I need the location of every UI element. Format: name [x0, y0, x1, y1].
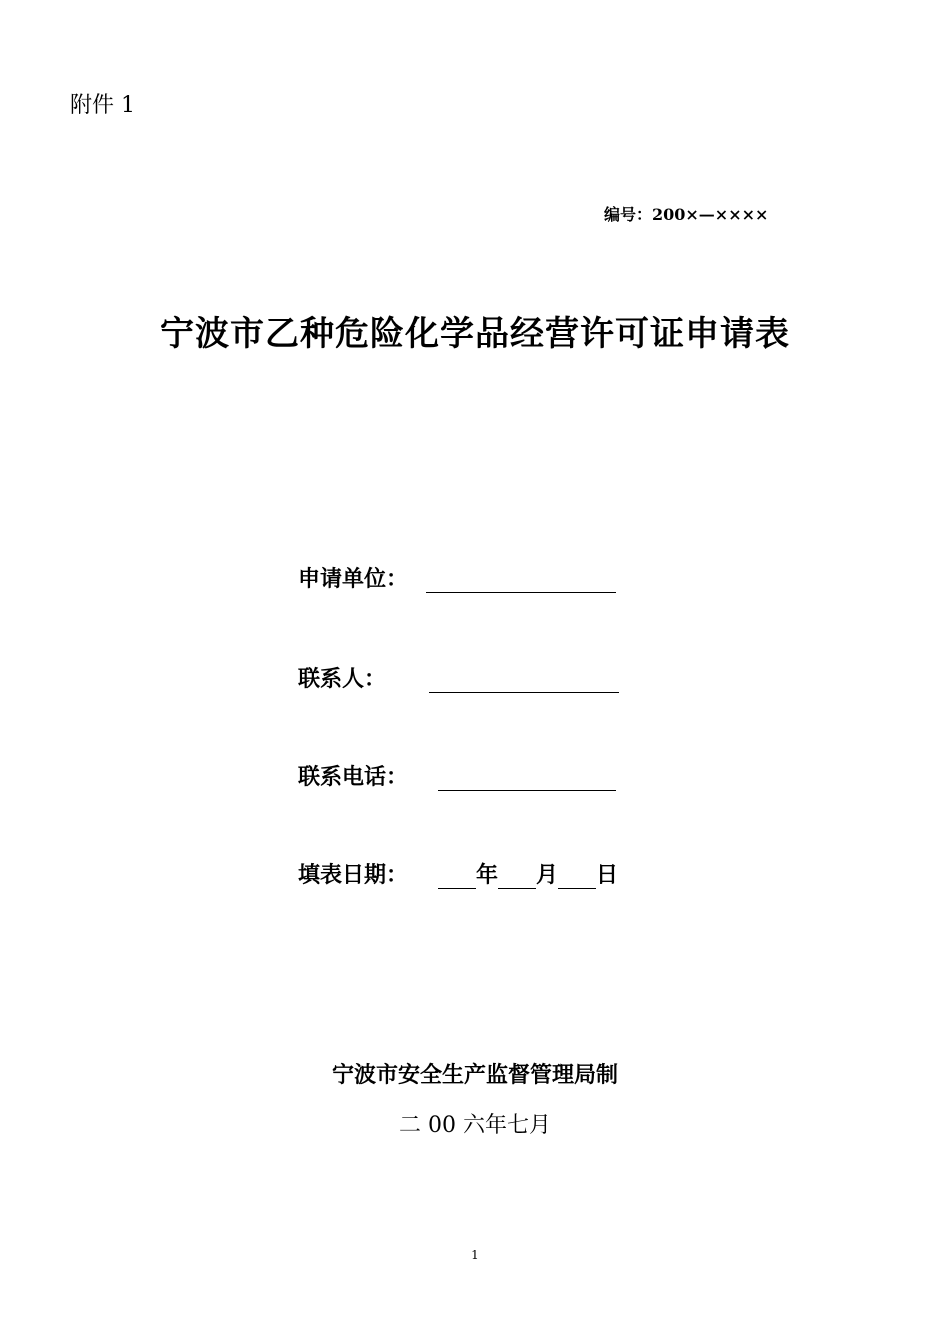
phone-field: [298, 760, 616, 791]
issue-date: 二 00 六年七月: [399, 1113, 551, 1138]
contact-field: [298, 662, 619, 693]
applicant-blank[interactable]: [426, 570, 616, 593]
document-title: 宁波市乙种危险化学品经营许可证申请表: [160, 314, 790, 354]
phone-label: 联系电话：: [298, 764, 409, 790]
date-field: [298, 858, 618, 889]
attachment-label: 附件 1: [70, 93, 135, 118]
serial-number: 编号：200×—××××: [604, 205, 769, 224]
day-label: 日: [596, 862, 619, 888]
issuer: 宁波市安全生产监督管理局制: [331, 1062, 618, 1088]
year-blank[interactable]: [438, 866, 476, 889]
day-blank[interactable]: [558, 866, 596, 889]
date-label: 填表日期：: [298, 862, 409, 888]
applicant-field: [298, 562, 616, 593]
contact-blank[interactable]: [429, 670, 619, 693]
contact-label: 联系人：: [298, 666, 387, 692]
applicant-label: 申请单位：: [298, 566, 409, 592]
month-label: 月: [536, 862, 559, 888]
year-label: 年: [476, 862, 499, 888]
month-blank[interactable]: [498, 866, 536, 889]
phone-blank[interactable]: [438, 768, 616, 791]
page-number: 1: [471, 1248, 479, 1262]
